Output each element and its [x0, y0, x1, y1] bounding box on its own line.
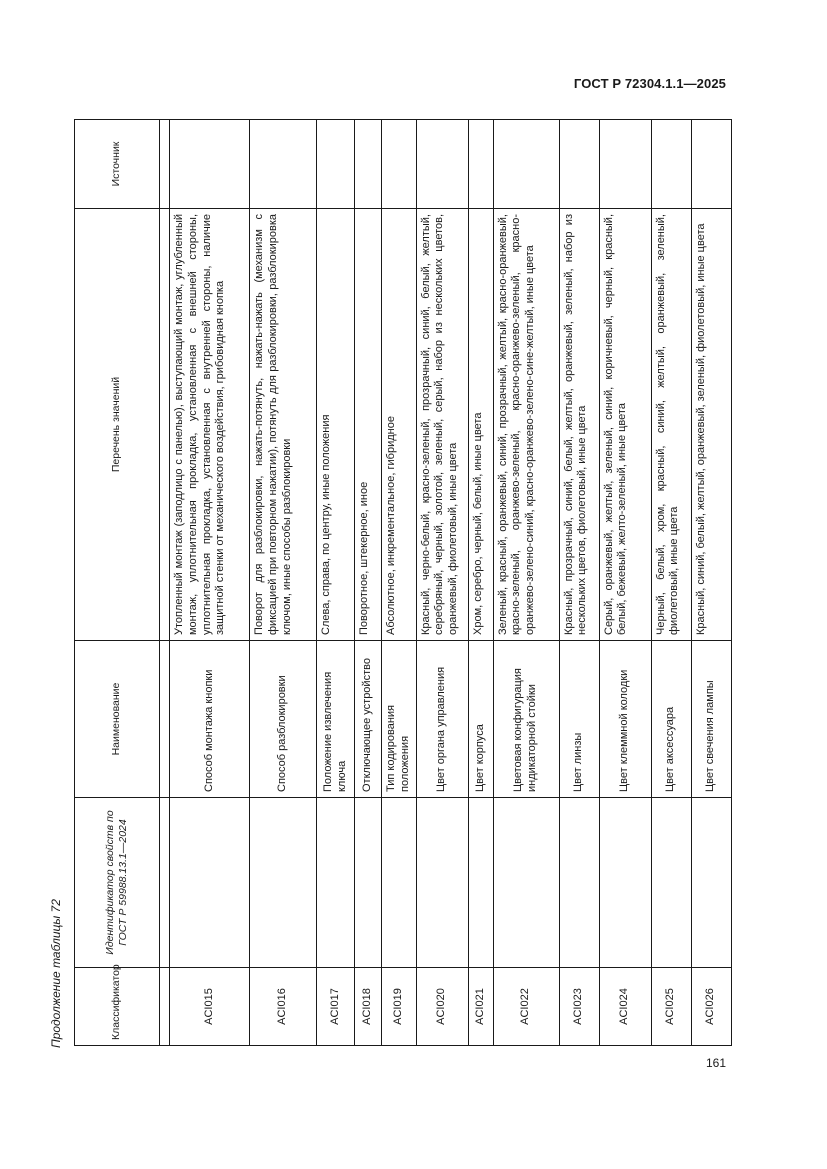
classifier-cell: ACI024	[599, 968, 651, 1046]
name-cell: Цветовая конфигурация индикаторной стойки	[493, 641, 559, 798]
name-cell: Цвет клеммной колодки	[599, 641, 651, 798]
classifier-cell: ACI015	[170, 968, 250, 1046]
table-row	[250, 120, 317, 1046]
table-row	[170, 120, 250, 1046]
classifier-cell: ACI016	[250, 968, 317, 1046]
name-cell: Тип кодирования положения	[382, 641, 417, 798]
identifier-cell	[382, 798, 417, 968]
name-cell: Цвет корпуса	[468, 641, 493, 798]
table-row	[382, 120, 417, 1046]
name-cell: Положение извлечения ключа	[317, 641, 355, 798]
header-source: Источник	[75, 120, 160, 209]
name-cell: Цвет органа управления	[416, 641, 468, 798]
values-cell: Серый, оранжевый, желтый, зеленый, синий, коричневый, черный, красный, белый, бежевый, желто-зеленый, иные цвета	[599, 209, 651, 641]
identifier-cell	[355, 798, 382, 968]
classifier-cell: ACI017	[317, 968, 355, 1046]
values-cell: Зеленый, красный, оранжевый, синий, прозрачный, желтый, красно-оранжевый, красно-зеленый, оранжево-зеленый, красно-оранжево-зеленый, красно-оранжево-зелено-синий, красно-оранжево-зелено-сине-желтый, иные цвета	[493, 209, 559, 641]
spacer-cell	[160, 968, 170, 1046]
table-row	[468, 120, 493, 1046]
table-row	[599, 120, 651, 1046]
classifier-cell: ACI023	[559, 968, 599, 1046]
table-row	[691, 120, 731, 1046]
values-cell: Красный, прозрачный, синий, белый, желтый, оранжевый, зеленый, набор из нескольких цветов, фиолетовый, иные цвета	[559, 209, 599, 641]
spacer-cell	[160, 798, 170, 968]
document-header: ГОСТ Р 72304.1.1—2025	[573, 76, 726, 91]
table-row	[651, 120, 691, 1046]
identifier-cell	[416, 798, 468, 968]
identifier-cell	[691, 798, 731, 968]
classifier-cell: ACI022	[493, 968, 559, 1046]
source-cell	[170, 120, 250, 209]
source-cell	[317, 120, 355, 209]
name-cell: Способ монтажа кнопки	[170, 641, 250, 798]
identifier-cell	[599, 798, 651, 968]
spacer-cell	[160, 120, 170, 209]
name-cell: Цвет линзы	[559, 641, 599, 798]
source-cell	[691, 120, 731, 209]
properties-table	[74, 119, 732, 1046]
classifier-cell: ACI020	[416, 968, 468, 1046]
table-caption: Продолжение таблицы 72	[49, 899, 63, 1048]
identifier-cell	[468, 798, 493, 968]
identifier-cell	[317, 798, 355, 968]
name-cell: Цвет аксессуара	[651, 641, 691, 798]
header-spacer-row	[160, 120, 170, 1046]
table-row	[559, 120, 599, 1046]
header-identifier: Идентификатор свойств по ГОСТ Р 59988.13.1—2024	[75, 798, 160, 968]
identifier-cell	[493, 798, 559, 968]
name-cell: Способ разблокировки	[250, 641, 317, 798]
source-cell	[599, 120, 651, 209]
page-number: 161	[705, 1056, 726, 1070]
table-header-row	[75, 120, 160, 1046]
name-cell: Цвет свечения лампы	[691, 641, 731, 798]
source-cell	[559, 120, 599, 209]
values-cell: Хром, серебро, черный, белый, иные цвета	[468, 209, 493, 641]
spacer-cell	[160, 641, 170, 798]
table-row	[416, 120, 468, 1046]
header-name: Наименование	[75, 641, 160, 798]
source-cell	[382, 120, 417, 209]
identifier-cell	[559, 798, 599, 968]
table-row	[355, 120, 382, 1046]
spacer-cell	[160, 209, 170, 641]
source-cell	[416, 120, 468, 209]
classifier-cell: ACI025	[651, 968, 691, 1046]
values-cell: Поворот для разблокировки, нажать-потянуть, нажать-нажать (механизм с фиксацией при повторном нажатии), потянуть для разблокировки, разблокировка ключом, иные способы разблокировки	[250, 209, 317, 641]
classifier-cell: ACI019	[382, 968, 417, 1046]
identifier-cell	[651, 798, 691, 968]
values-cell: Красный, черно-белый, красно-зеленый, прозрачный, синий, белый, желтый, серебряный, черный, золотой, зеленый, серый, набор из нескольких цветов, оранжевый, фиолетовый, иные цвета	[416, 209, 468, 641]
table-container	[74, 120, 717, 1046]
source-cell	[651, 120, 691, 209]
source-cell	[468, 120, 493, 209]
header-classifier: Классификатор	[75, 968, 160, 1046]
source-cell	[355, 120, 382, 209]
source-cell	[250, 120, 317, 209]
identifier-cell	[170, 798, 250, 968]
values-cell: Красный, синий, белый, желтый, оранжевый, зеленый, фиолетовый, иные цвета	[691, 209, 731, 641]
table-row	[317, 120, 355, 1046]
values-cell: Слева, справа, по центру, иные положения	[317, 209, 355, 641]
name-cell: Отключающее устройство	[355, 641, 382, 798]
values-cell: Черный, белый, хром, красный, синий, желтый, оранжевый, зеленый, фиолетовый, иные цвета	[651, 209, 691, 641]
classifier-cell: ACI021	[468, 968, 493, 1046]
values-cell: Абсолютное, инкрементальное, гибридное	[382, 209, 417, 641]
values-cell: Поворотное, штекерное, иное	[355, 209, 382, 641]
classifier-cell: ACI018	[355, 968, 382, 1046]
header-values: Перечень значений	[75, 209, 160, 641]
identifier-cell	[250, 798, 317, 968]
values-cell: Утопленный монтаж (заподлицо с панелью), выступающий монтаж, углубленный монтаж, уплотнительная прокладка, установленная с внешней стороны, уплотнительная прокладка, установленная с внутренней стороны, наличие защитной стенки от механического воздействия, грибовидная кнопка	[170, 209, 250, 641]
classifier-cell: ACI026	[691, 968, 731, 1046]
source-cell	[493, 120, 559, 209]
table-row	[493, 120, 559, 1046]
